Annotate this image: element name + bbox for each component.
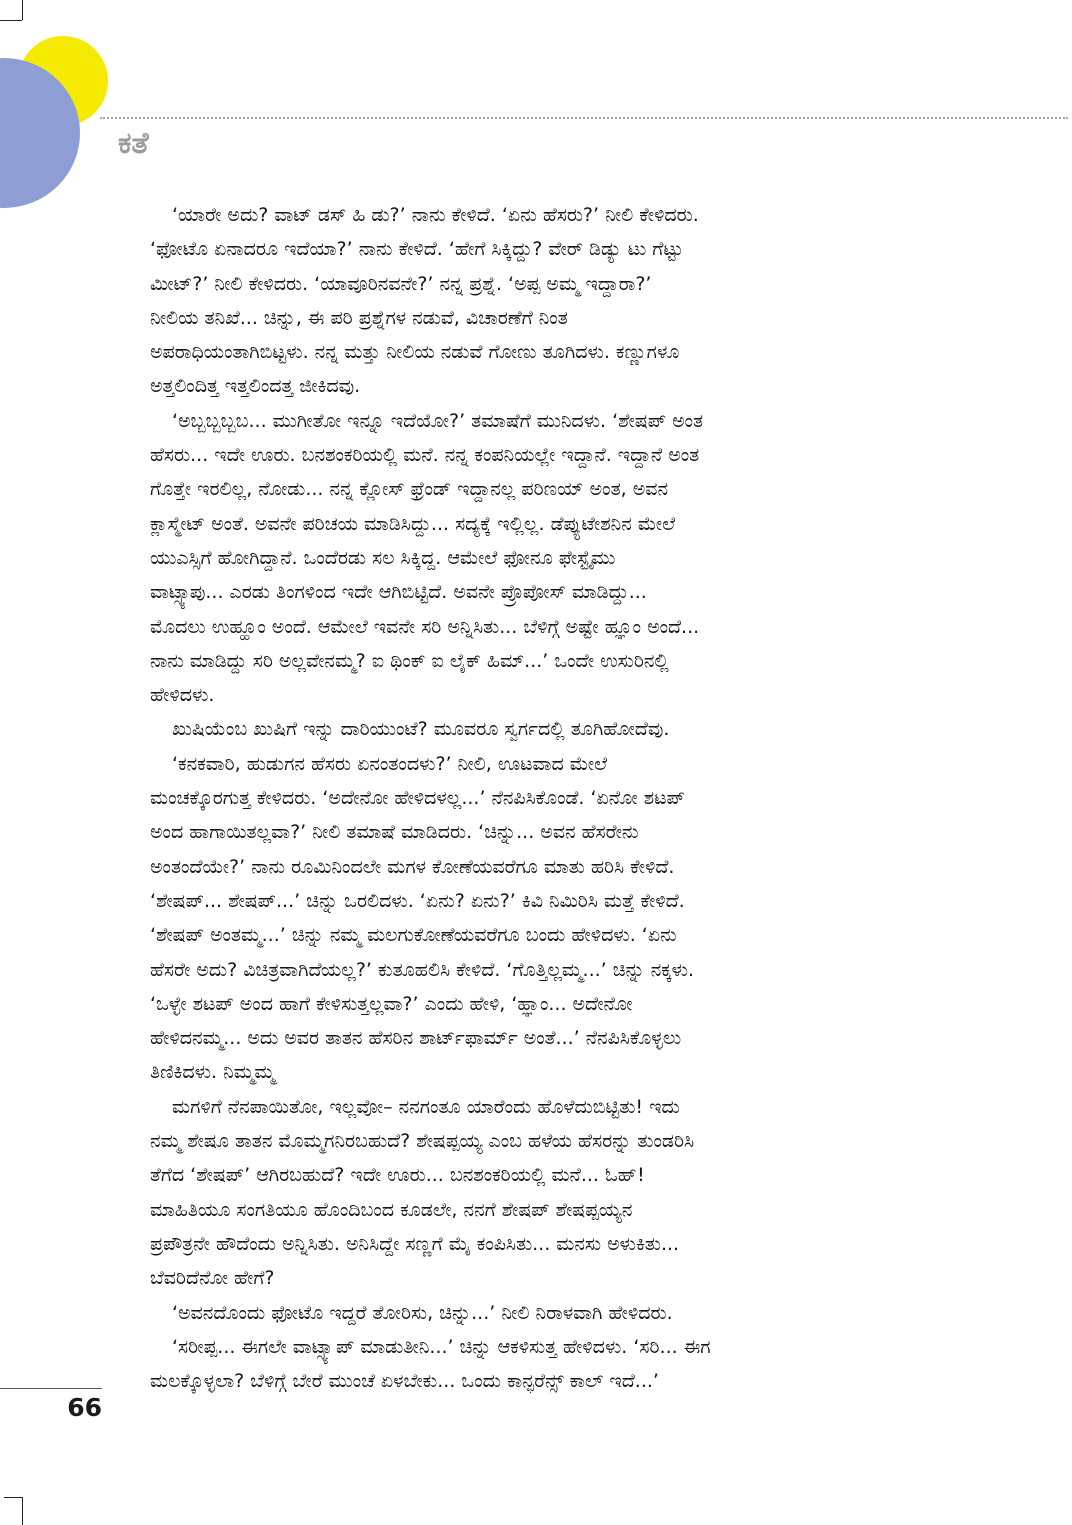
text-line: ಹೇಳಿದಳು. [150,684,215,707]
section-label: ಕತೆ [118,126,149,161]
story-body [150,198,920,1398]
text-line: ಮಂಚಕ್ಕೊರಗುತ್ತ ಕೇಳಿದರು. ‘ಅದೇನೋ ಹೇಳಿದಳಲ್ಲ...’ ನೆನಪಿಸಿಕೊಂಡೆ. ‘ಏನೋ ಶಟಪ್ [150,787,685,810]
text-line: ಹೆಸರೇ ಅದು? ವಿಚಿತ್ರವಾಗಿದೆಯಲ್ಲ?’ ಕುತೂಹಲಿಸಿ ಕೇಳಿದೆ. ‘ಗೊತ್ತಿಲ್ಲಮ್ಮ...’ ಚಿನ್ನು ನಕ್ಕಳು. [150,958,695,981]
text-line: ‘ಶೇಷಪ್ ಅಂತಮ್ಮ...’ ಚಿನ್ನು ನಮ್ಮ ಮಲಗುಕೋಣೆಯವರೆಗೂ ಬಂದು ಹೇಳಿದಳು. ‘ಏನು [150,924,677,947]
text-line: ಅಂತಂದೆಯೇ?’ ನಾನು ರೂಮಿನಿಂದಲೇ ಮಗಳ ಕೋಣೆಯವರೆಗೂ ಮಾತು ಹರಿಸಿ ಕೇಳಿದೆ. [150,855,675,878]
text-line: ನಮ್ಮ ಶೇಷೂ ತಾತನ ಮೊಮ್ಮಗನಿರಬಹುದೆ? ಶೇಷಪ್ಪಯ್ಯ ಎಂಬ ಹಳೆಯ ಹೆಸರನ್ನು ತುಂಡರಿಸಿ [150,1130,695,1153]
crop-mark-top-left [22,0,23,20]
text-line: ‘ಯಾರೇ ಅದು? ವಾಟ್ ಡಸ್ ಹಿ ಡು?’ ನಾನು ಕೇಳಿದೆ. ‘ಏನು ಹೆಸರು?’ ನೀಲಿ ಕೇಳಿದರು. [172,204,699,226]
text-line: ಮಾಹಿತಿಯೂ ಸಂಗತಿಯೂ ಹೊಂದಿಬಂದ ಕೂಡಲೇ, ನನಗೆ ಶೇಷಪ್ ಶೇಷಪ್ಪಯ್ಯನ [150,1198,633,1221]
text-line: ‘ಶೇಷಪ್... ಶೇಷಪ್...’ ಚಿನ್ನು ಒರಲಿದಳು. ‘ಏನು? ಏನು?’ ಕಿವಿ ನಿಮಿರಿಸಿ ಮತ್ತೆ ಕೇಳಿದೆ. [150,889,685,912]
text-line: ತೆಗೆದ ‘ಶೇಷಪ್’ ಆಗಿರಬಹುದೆ? ಇದೇ ಊರು... ಬನಶಂಕರಿಯಲ್ಲಿ ಮನೆ... ಓಹ್! [150,1164,645,1187]
text-line: ‘ಸರೀಪ್ಪ... ಈಗಲೇ ವಾಟ್ಸ್ಯಾಪ್ ಮಾಡುತೀನಿ...’ ಚಿನ್ನು ಆಕಳಿಸುತ್ತ ಹೇಳಿದಳು. ‘ಸರಿ... ಈಗ [172,1335,711,1358]
text-line: ಅಂದ ಹಾಗಾಯಿತಲ್ಲವಾ?’ ನೀಲಿ ತಮಾಷೆ ಮಾಡಿದರು. ‘ಚಿನ್ನು... ಅವನ ಹೆಸರೇನು [150,821,639,844]
crop-mark-bottom-left [22,1497,23,1525]
text-line: ಅತ್ತಲಿಂದಿತ್ತ ಇತ್ತಲಿಂದತ್ತ ಜೀಕಿದವು. [150,375,361,398]
text-line: ಖುಷಿಯೆಂಬ ಖುಷಿಗೆ ಇನ್ನು ದಾರಿಯುಂಟೆ? ಮೂವರೂ ಸ್ವರ್ಗದಲ್ಲಿ ತೂಗಿಹೋದೆವು. [172,718,670,741]
text-line: ಯುಎಸ್ಸಿಗೆ ಹೋಗಿದ್ದಾನೆ. ಒಂದೆರಡು ಸಲ ಸಿಕ್ಕಿದ್ದ. ಆಮೇಲೆ ಫೋನೂ ಫೇಸ್ಟೈಮು [150,546,616,569]
page-number: 66 [67,1393,102,1422]
dotted-rule [100,117,1068,119]
text-line: ಹೇಳಿದನಮ್ಮ... ಅದು ಅವರ ತಾತನ ಹೆಸರಿನ ಶಾರ್ಟ್‌ಫಾರ್ಮ್ ಅಂತೆ...’ ನೆನಪಿಸಿಕೊಳ್ಳಲು [150,1027,682,1050]
text-line: ಬೆವರಿದೆನೋ ಹೇಗೆ? [150,1267,275,1290]
text-line: ನೀಲಿಯ ತನಿಖೆ... ಚಿನ್ನು, ಈ ಪರಿ ಪ್ರಶ್ನೆಗಳ ನಡುವೆ, ವಿಚಾರಣೆಗೆ ನಿಂತ [150,306,568,329]
text-line: ಮೊದಲು ಉಹ್ಹೂಂ ಅಂದೆ. ಆಮೇಲೆ ಇವನೇ ಸರಿ ಅನ್ನಿಸಿತು... ಬೆಳಿಗ್ಗೆ ಅಷ್ಟೇ ಹ್ಞೂಂ ಅಂದೆ... [150,615,700,638]
paragraph [150,1296,920,1330]
crop-mark-top-left-horizontal [0,20,22,21]
text-line: ‘ಅವನದೊಂದು ಫೋಟೊ ಇದ್ದರೆ ತೋರಿಸು, ಚಿನ್ನು...’ ನೀಲಿ ನಿರಾಳವಾಗಿ ಹೇಳಿದರು. [172,1301,673,1324]
page-number-rule [0,1388,102,1389]
text-line: ‘ಕನಕವಾರಿ, ಹುಡುಗನ ಹೆಸರು ಏನಂತಂದಳು?’ ನೀಲಿ, ಊಟವಾದ ಮೇಲೆ [172,752,608,775]
text-line: ಮಗಳಿಗೆ ನೆನಪಾಯಿತೋ, ಇಲ್ಲವೋ– ನನಗಂತೂ ಯಾರೆಂದು ಹೊಳೆದುಬಿಟ್ಟಿತು! ಇದು [172,1095,680,1118]
text-line: ‘ಅಬ್ಬಬ್ಬಬ್ಬಬ... ಮುಗೀತೋ ಇನ್ನೂ ಇದೆಯೋ?’ ತಮಾಷೆಗೆ ಮುನಿದಳು. ‘ಶೇಷಪ್ ಅಂತ [172,409,704,432]
text-line: ಪ್ರಪೌತ್ರನೇ ಹೌದೆಂದು ಅನ್ನಿಸಿತು. ಅನಿಸಿದ್ದೇ ಸಣ್ಣಗೆ ಮೈ ಕಂಪಿಸಿತು... ಮನಸು ಅಳುಕಿತು... [150,1232,680,1255]
text-line: ಹೆಸರು... ಇದೇ ಊರು. ಬನಶಂಕರಿಯಲ್ಲಿ ಮನೆ. ನನ್ನ ಕಂಪನಿಯಲ್ಲೇ ಇದ್ದಾನೆ. ಇದ್ದಾನೆ ಅಂತ [150,444,700,467]
paragraph [150,1330,920,1399]
paragraph [150,712,920,746]
text-line: ಮೀಟ್?’ ನೀಲಿ ಕೇಳಿದರು. ‘ಯಾವೂರಿನವನೇ?’ ನನ್ನ ಪ್ರಶ್ನೆ. ‘ಅಪ್ಪ ಅಮ್ಮ ಇದ್ದಾರಾ?’ [150,272,652,295]
paragraph [150,404,920,713]
text-line: ಗೊತ್ತೇ ಇರಲಿಲ್ಲ, ನೋಡು... ನನ್ನ ಕ್ಲೋಸ್ ಫ್ರೆಂಡ್ ಇದ್ದಾನಲ್ಲ ಪರಿಣಯ್ ಅಂತ, ಅವನ [150,478,669,501]
text-line: ಮಲಕ್ಕೊಳ್ಳಲಾ? ಬೆಳಿಗ್ಗೆ ಬೇರೆ ಮುಂಚೆ ಏಳಬೇಕು... ಒಂದು ಕಾನ್ಫರೆನ್ಸ್ ಕಾಲ್ ಇದೆ...’ [150,1370,659,1393]
paragraph [150,747,920,1090]
paragraph [150,1090,920,1296]
text-line: ಅಪರಾಧಿಯಂತಾಗಿಬಿಟ್ಟಳು. ನನ್ನ ಮತ್ತು ನೀಲಿಯ ನಡುವೆ ಗೋಣು ತೂಗಿದಳು. ಕಣ್ಣುಗಳೂ [150,341,680,364]
crop-mark-bottom-left-horizontal [4,1497,22,1498]
text-line: ‘ಒಳ್ಳೇ ಶಟಪ್ ಅಂದ ಹಾಗೆ ಕೇಳಿಸುತ್ತಲ್ಲವಾ?’ ಎಂದು ಹೇಳಿ, ‘ಹ್ಞಾಂ... ಅದೇನೋ [150,992,633,1015]
text-line: ‘ಫೋಟೊ ಏನಾದರೂ ಇದೆಯಾ?’ ನಾನು ಕೇಳಿದೆ. ‘ಹೇಗೆ ಸಿಕ್ಕಿದ್ದು? ವೇರ್ ಡಿಡ್ಯು ಟು ಗೆಟ್ಟು [150,238,684,261]
text-line: ಕ್ಲಾಸ್ಮೇಟ್ ಅಂತೆ. ಅವನೇ ಪರಿಚಯ ಮಾಡಿಸಿದ್ದು... ಸದ್ಯಕ್ಕೆ ಇಲ್ಲಿಲ್ಲ. ಡೆಪ್ಯುಟೇಶನಿನ ಮೇಲೆ [150,512,676,535]
paragraph [150,198,920,404]
text-line: ವಾಟ್ಸ್ಯಾಪು... ಎರಡು ತಿಂಗಳಿಂದ ಇದೇ ಆಗಿಬಿಟ್ಟಿದೆ. ಅವನೇ ಪ್ರೊಪೋಸ್ ಮಾಡಿದ್ದು... [150,581,647,604]
text-line: ತಿಣಿಕಿದಳು. ನಿಮ್ಮಮ್ಮ [150,1061,275,1084]
text-line: ನಾನು ಮಾಡಿದ್ದು ಸರಿ ಅಲ್ಲವೇನಮ್ಮ? ಐ ಥಿಂಕ್ ಐ ಲೈಕ್ ಹಿಮ್...’ ಒಂದೇ ಉಸುರಿನಲ್ಲಿ [150,649,669,672]
